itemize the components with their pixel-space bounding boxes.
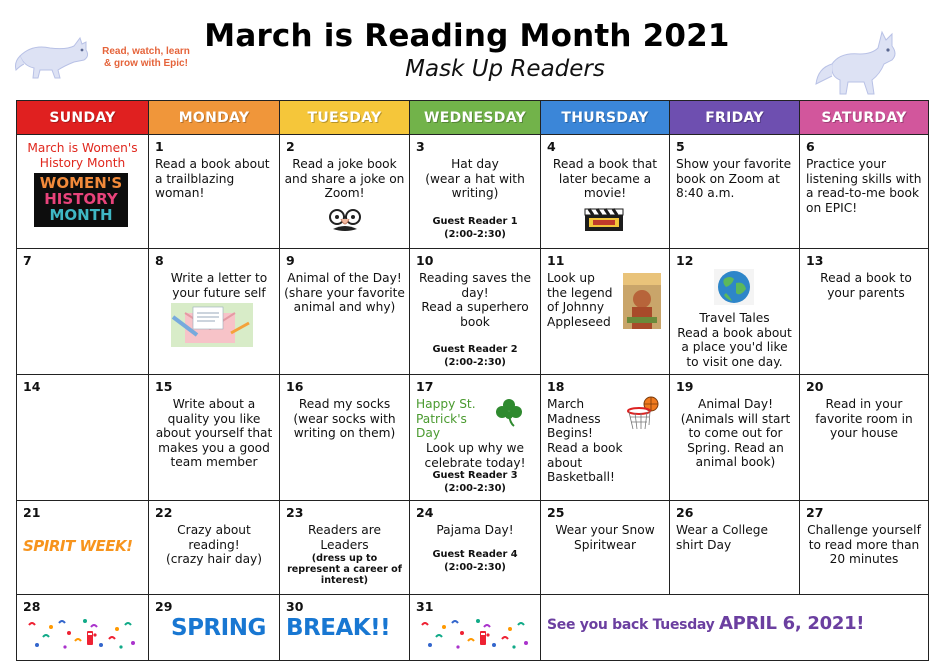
see-you-back-line-1: See you back Tuesday [547,617,715,633]
activity-text: Practice your listening skills with a read-to-me book on EPIC! [806,157,922,215]
cell-march-13 [800,249,929,375]
header-wednesday: WEDNESDAY [410,101,541,135]
day-number: 19 [676,379,694,394]
activity-text: Read in your favorite room in your house [815,397,913,441]
cell-see-you-back [541,595,929,661]
guest-reader-label: Guest Reader 1 [432,216,518,227]
header-saturday: SATURDAY [800,101,929,135]
header-tuesday: TUESDAY [280,101,410,135]
womens-history-month-logo [34,173,128,227]
cell-march-12 [670,249,800,375]
promo-line-2: & grow with Epic! [104,58,188,69]
cell-march-16 [280,375,410,501]
break-text: BREAK!! [286,615,391,641]
day-number: 17 [416,379,434,394]
activity-text: Challenge yourself to read more than 20 minutes [807,523,921,567]
day-number: 23 [286,505,304,520]
guest-reader-label: Guest Reader 4 [432,549,518,560]
header-thursday: THURSDAY [541,101,670,135]
activity-text: Look up why we celebrate today! [424,441,526,470]
day-number: 18 [547,379,565,394]
cell-march-17 [410,375,541,501]
day-number: 3 [416,139,425,154]
cell-march-18 [541,375,670,501]
spirit-week-text: SPIRIT WEEK! [23,537,133,555]
cell-march-1 [149,135,280,249]
day-number: 26 [676,505,694,520]
activity-text: Look up the legend of Johnny Appleseed [547,271,613,329]
activity-line-2: (dress up to represent a career of interest) [287,553,402,586]
activity-line-2: Read a book about Basketball! [547,441,623,485]
activity-text: Read a book to your parents [820,271,912,300]
guest-reader [414,549,536,574]
activity-line-2: (crazy hair day) [165,552,263,567]
cell-march-30 [280,595,410,661]
page-title: March is Reading Month 2021 [204,18,730,54]
day-number: 21 [23,505,41,520]
cell-march-29 [149,595,280,661]
arctic-fox-right-icon [812,24,902,98]
day-number: 7 [23,253,32,268]
confetti-icon [418,617,534,651]
cell-march-11 [541,249,670,375]
day-number: 20 [806,379,824,394]
cell-march-5 [670,135,800,249]
activity-line-2: Read a book about a place you'd like to visit one day. [677,325,792,369]
activity-text: Show your favorite book on Zoom at 8:40 a.m. [676,157,792,201]
day-number: 14 [23,379,41,394]
cell-march-23 [280,501,410,595]
day-number: 27 [806,505,824,520]
spring-text: SPRING [171,615,266,641]
day-number: 25 [547,505,565,520]
day-number: 30 [286,599,304,614]
day-number: 24 [416,505,434,520]
cell-march-14 [17,375,149,501]
day-number: 6 [806,139,815,154]
day-number: 5 [676,139,685,154]
cell-march-21 [17,501,149,595]
activity-text [414,271,536,329]
calendar-grid [16,100,929,661]
activity-text: Read my socks (wear socks with writing on them) [293,397,396,441]
day-number: 12 [676,253,694,268]
guest-reader-time: (2:00-2:30) [444,356,506,368]
see-you-back-date: APRIL 6, 2021! [719,613,865,634]
cell-march-31 [410,595,541,661]
activity-text: Wear a College shirt Day [676,523,769,552]
cell-march-4 [541,135,670,249]
activity-line-2: (wear a hat with writing) [425,171,525,201]
cell-march-27 [800,501,929,595]
activity-line-1: Crazy about reading! [177,523,251,552]
basketball-hoop-icon [625,395,665,433]
shamrock-icon [494,397,524,427]
activity-text: Write a letter to your future self [170,271,268,300]
activity-text: Pajama Day! [436,523,514,537]
guest-reader-time: (2:00-2:30) [444,228,506,240]
guest-reader-label: Guest Reader 2 [432,344,518,355]
day-number: 29 [155,599,173,614]
day-number: 10 [416,253,434,268]
activity-text: Read a joke book and share a joke on Zoom! [284,157,405,201]
cell-march-20 [800,375,929,501]
day-number: 28 [23,599,41,614]
womens-history-month-text [21,141,144,170]
cell-march-9 [280,249,410,375]
header-sunday: SUNDAY [17,101,149,135]
book-cover-icon [623,273,661,329]
cell-march-3 [410,135,541,249]
cell-march-6 [800,135,929,249]
activity-line-1: Reading saves the day! [418,271,532,300]
activity-text: Read a book that later became a movie! [552,157,658,201]
guest-reader-label: Guest Reader 3 [432,470,518,481]
guest-reader-time: (2:00-2:30) [444,561,506,573]
cell-march-26 [670,501,800,595]
guest-reader-time: (2:00-2:30) [444,482,506,494]
activity-text: Write about a quality you like about yourself that makes you a good team member [155,397,273,470]
guest-reader [414,216,536,241]
logo-word-3: MONTH [49,206,113,224]
activity-text: Read a book about a trailblazing woman! [155,157,270,201]
cell-march-8 [149,249,280,375]
day-number: 11 [547,253,565,268]
activity-line-1: Readers are Leaders [307,523,382,552]
day-number: 1 [155,139,164,154]
cell-march-25 [541,501,670,595]
cell-march-22 [149,501,280,595]
groucho-glasses-icon [325,207,365,237]
day-number: 9 [286,253,295,268]
day-number: 2 [286,139,295,154]
header-friday: FRIDAY [670,101,800,135]
guest-reader [414,470,536,495]
day-number: 13 [806,253,824,268]
cell-march-15 [149,375,280,501]
cell-week1-sunday [17,135,149,249]
guest-reader [414,344,536,369]
confetti-icon [25,617,141,651]
activity-line-1: March Madness Begins! [547,397,601,441]
activity-line-1: Hat day [451,157,499,171]
day-number: 16 [286,379,304,394]
logo-word-2: HISTORY [44,190,118,208]
activity-text [674,311,795,369]
day-number: 31 [416,599,434,614]
globe-icon [714,269,754,305]
activity-text [414,157,536,201]
activity-text: Animal Day! (Animals will start to come out for Spring. Read an animal book) [680,397,791,470]
promo-line-1: Read, watch, learn [102,46,190,57]
day-number: 22 [155,505,173,520]
cell-march-19 [670,375,800,501]
cell-march-24 [410,501,541,595]
activity-text: Animal of the Day! (share your favorite animal and why) [284,271,405,315]
activity-line-1: Travel Tales [699,311,770,325]
cell-march-7 [17,249,149,375]
womens-history-line-2: History Month [39,155,126,170]
day-number: 15 [155,379,173,394]
cell-march-28 [17,595,149,661]
activity-text [153,523,275,567]
cell-march-2 [280,135,410,249]
logo-word-1: WOMEN'S [39,174,123,192]
cell-march-10 [410,249,541,375]
activity-line-2: Read a superhero book [421,300,529,329]
calendar-header [0,0,934,98]
activity-text: Wear your Snow Spiritwear [555,523,655,552]
day-number: 8 [155,253,164,268]
clapperboard-icon [583,207,625,233]
see-you-back-text [547,613,865,634]
page-subtitle: Mask Up Readers [405,56,605,82]
day-number: 4 [547,139,556,154]
letter-envelope-icon [171,303,253,347]
womens-history-line-1: March is Women's [27,141,138,155]
st-patricks-text: Happy St. Patrick's Day [416,397,476,441]
header-monday: MONDAY [149,101,280,135]
